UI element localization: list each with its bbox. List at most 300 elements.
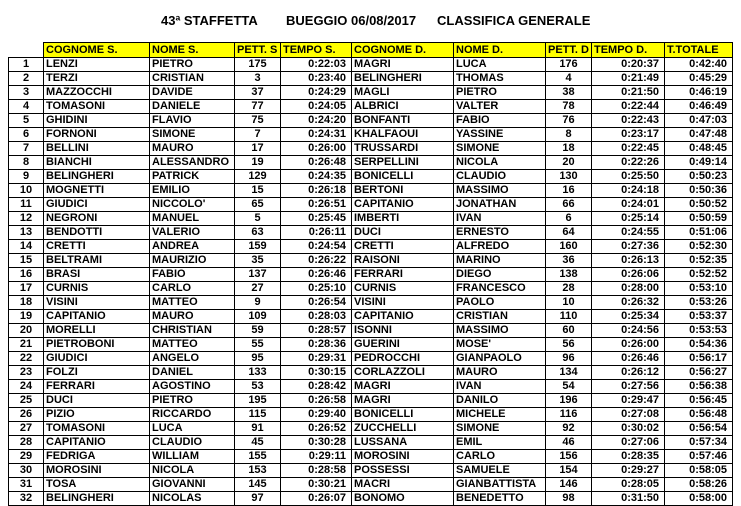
cell-name-d: MOSE' — [454, 338, 546, 352]
cell-name-s: ANDREA — [150, 240, 235, 254]
cell-surname-s: BELINGHERI — [44, 170, 150, 184]
cell-bib-d: 10 — [546, 296, 592, 310]
cell-time-s: 0:30:21 — [281, 478, 352, 492]
cell-name-s: NICCOLO' — [150, 198, 235, 212]
cell-rank: 6 — [9, 128, 44, 142]
cell-rank: 18 — [9, 296, 44, 310]
cell-rank: 25 — [9, 394, 44, 408]
cell-time-s: 0:26:00 — [281, 142, 352, 156]
cell-name-s: RICCARDO — [150, 408, 235, 422]
cell-bib-d: 98 — [546, 492, 592, 506]
cell-name-d: FRANCESCO — [454, 282, 546, 296]
cell-name-s: VALERIO — [150, 226, 235, 240]
cell-name-d: PAOLO — [454, 296, 546, 310]
cell-time-d: 0:26:06 — [592, 268, 665, 282]
cell-name-d: GIANBATTISTA — [454, 478, 546, 492]
table-row — [9, 142, 733, 156]
cell-name-d: JONATHAN — [454, 198, 546, 212]
cell-name-d: VALTER — [454, 100, 546, 114]
cell-time-d: 0:24:01 — [592, 198, 665, 212]
cell-total-time: 0:58:26 — [665, 478, 733, 492]
cell-bib-s: 195 — [235, 394, 281, 408]
cell-name-d: THOMAS — [454, 72, 546, 86]
cell-surname-s: MORELLI — [44, 324, 150, 338]
cell-time-s: 0:28:57 — [281, 324, 352, 338]
cell-rank: 5 — [9, 114, 44, 128]
cell-name-s: CHRISTIAN — [150, 324, 235, 338]
cell-name-s: FLAVIO — [150, 114, 235, 128]
cell-name-s: PATRICK — [150, 170, 235, 184]
cell-name-s: MAURO — [150, 310, 235, 324]
cell-name-s: CLAUDIO — [150, 436, 235, 450]
table-row — [9, 156, 733, 170]
cell-bib-s: 53 — [235, 380, 281, 394]
classification-title: CLASSIFICA GENERALE — [437, 13, 591, 28]
cell-total-time: 0:56:45 — [665, 394, 733, 408]
cell-name-d: ERNESTO — [454, 226, 546, 240]
cell-surname-d: BELINGHERI — [352, 72, 454, 86]
table-row — [9, 198, 733, 212]
cell-bib-s: 159 — [235, 240, 281, 254]
cell-time-s: 0:26:46 — [281, 268, 352, 282]
cell-bib-s: 45 — [235, 436, 281, 450]
cell-surname-d: IMBERTI — [352, 212, 454, 226]
cell-time-d: 0:28:35 — [592, 450, 665, 464]
cell-surname-s: DUCI — [44, 394, 150, 408]
cell-rank: 10 — [9, 184, 44, 198]
cell-time-s: 0:24:29 — [281, 86, 352, 100]
cell-surname-s: BELTRAMI — [44, 254, 150, 268]
cell-time-d: 0:25:14 — [592, 212, 665, 226]
cell-total-time: 0:58:05 — [665, 464, 733, 478]
cell-time-d: 0:20:37 — [592, 58, 665, 72]
cell-time-d: 0:29:27 — [592, 464, 665, 478]
cell-surname-s: FORNONI — [44, 128, 150, 142]
cell-name-d: DANILO — [454, 394, 546, 408]
cell-rank: 2 — [9, 72, 44, 86]
cell-total-time: 0:52:52 — [665, 268, 733, 282]
cell-bib-s: 137 — [235, 268, 281, 282]
cell-time-s: 0:30:28 — [281, 436, 352, 450]
cell-rank: 28 — [9, 436, 44, 450]
cell-name-s: MAURO — [150, 142, 235, 156]
cell-bib-s: 5 — [235, 212, 281, 226]
cell-time-d: 0:26:00 — [592, 338, 665, 352]
cell-bib-s: 129 — [235, 170, 281, 184]
column-header-total-time: T.TOTALE — [665, 43, 733, 58]
cell-surname-s: FEDRIGA — [44, 450, 150, 464]
cell-total-time: 0:50:23 — [665, 170, 733, 184]
cell-time-d: 0:26:32 — [592, 296, 665, 310]
cell-total-time: 0:49:14 — [665, 156, 733, 170]
cell-name-s: SIMONE — [150, 128, 235, 142]
table-row — [9, 240, 733, 254]
cell-total-time: 0:56:48 — [665, 408, 733, 422]
cell-time-s: 0:26:07 — [281, 492, 352, 506]
cell-time-d: 0:31:50 — [592, 492, 665, 506]
cell-bib-d: 146 — [546, 478, 592, 492]
cell-total-time: 0:45:29 — [665, 72, 733, 86]
table-row — [9, 464, 733, 478]
cell-rank: 4 — [9, 100, 44, 114]
cell-bib-d: 76 — [546, 114, 592, 128]
cell-surname-s: TERZI — [44, 72, 150, 86]
cell-rank: 21 — [9, 338, 44, 352]
cell-total-time: 0:52:35 — [665, 254, 733, 268]
cell-total-time: 0:53:37 — [665, 310, 733, 324]
cell-surname-d: BONICELLI — [352, 408, 454, 422]
cell-bib-d: 8 — [546, 128, 592, 142]
cell-rank: 15 — [9, 254, 44, 268]
cell-total-time: 0:54:36 — [665, 338, 733, 352]
table-row — [9, 450, 733, 464]
cell-total-time: 0:56:27 — [665, 366, 733, 380]
cell-name-d: MARINO — [454, 254, 546, 268]
table-row — [9, 128, 733, 142]
cell-surname-s: BELLINI — [44, 142, 150, 156]
cell-bib-s: 3 — [235, 72, 281, 86]
cell-bib-s: 91 — [235, 422, 281, 436]
cell-time-d: 0:28:05 — [592, 478, 665, 492]
table-row — [9, 352, 733, 366]
table-row — [9, 58, 733, 72]
cell-bib-s: 7 — [235, 128, 281, 142]
cell-name-s: WILLIAM — [150, 450, 235, 464]
cell-time-d: 0:29:47 — [592, 394, 665, 408]
cell-total-time: 0:42:40 — [665, 58, 733, 72]
cell-surname-s: BENDOTTI — [44, 226, 150, 240]
cell-time-s: 0:23:40 — [281, 72, 352, 86]
cell-bib-s: 109 — [235, 310, 281, 324]
table-row — [9, 324, 733, 338]
cell-bib-s: 175 — [235, 58, 281, 72]
cell-time-s: 0:26:48 — [281, 156, 352, 170]
table-row — [9, 338, 733, 352]
cell-bib-d: 54 — [546, 380, 592, 394]
cell-bib-d: 56 — [546, 338, 592, 352]
cell-name-d: MICHELE — [454, 408, 546, 422]
table-row — [9, 436, 733, 450]
cell-rank: 17 — [9, 282, 44, 296]
cell-time-s: 0:25:45 — [281, 212, 352, 226]
cell-rank: 8 — [9, 156, 44, 170]
table-row — [9, 226, 733, 240]
cell-bib-s: 95 — [235, 352, 281, 366]
table-row — [9, 478, 733, 492]
cell-name-s: PIETRO — [150, 58, 235, 72]
table-row — [9, 268, 733, 282]
cell-name-s: DANIELE — [150, 100, 235, 114]
cell-rank: 12 — [9, 212, 44, 226]
cell-time-s: 0:24:05 — [281, 100, 352, 114]
cell-total-time: 0:56:54 — [665, 422, 733, 436]
table-row — [9, 254, 733, 268]
cell-surname-s: CURNIS — [44, 282, 150, 296]
cell-bib-s: 97 — [235, 492, 281, 506]
cell-total-time: 0:57:46 — [665, 450, 733, 464]
column-header-time-s: TEMPO S. — [281, 43, 352, 58]
cell-time-d: 0:23:17 — [592, 128, 665, 142]
cell-surname-s: GIUDICI — [44, 352, 150, 366]
cell-surname-d: PEDROCCHI — [352, 352, 454, 366]
cell-bib-d: 154 — [546, 464, 592, 478]
cell-bib-s: 37 — [235, 86, 281, 100]
results-table — [8, 42, 733, 506]
cell-time-d: 0:25:50 — [592, 170, 665, 184]
cell-rank: 32 — [9, 492, 44, 506]
cell-name-d: BENEDETTO — [454, 492, 546, 506]
cell-total-time: 0:50:52 — [665, 198, 733, 212]
cell-surname-s: VISINI — [44, 296, 150, 310]
cell-surname-d: POSSESSI — [352, 464, 454, 478]
cell-surname-s: LENZI — [44, 58, 150, 72]
table-row — [9, 366, 733, 380]
cell-time-s: 0:29:31 — [281, 352, 352, 366]
cell-rank: 11 — [9, 198, 44, 212]
cell-bib-d: 134 — [546, 366, 592, 380]
cell-surname-d: MAGRI — [352, 58, 454, 72]
column-header-surname-d: COGNOME D. — [352, 43, 454, 58]
cell-surname-d: BONOMO — [352, 492, 454, 506]
cell-rank: 31 — [9, 478, 44, 492]
table-row — [9, 492, 733, 506]
cell-time-d: 0:22:44 — [592, 100, 665, 114]
cell-name-s: GIOVANNI — [150, 478, 235, 492]
cell-time-s: 0:26:11 — [281, 226, 352, 240]
cell-total-time: 0:47:48 — [665, 128, 733, 142]
cell-total-time: 0:51:06 — [665, 226, 733, 240]
cell-time-d: 0:22:26 — [592, 156, 665, 170]
column-header-bib-s: PETT. S — [235, 43, 281, 58]
cell-total-time: 0:58:00 — [665, 492, 733, 506]
cell-time-d: 0:27:08 — [592, 408, 665, 422]
cell-rank: 22 — [9, 352, 44, 366]
cell-rank: 20 — [9, 324, 44, 338]
cell-time-s: 0:26:18 — [281, 184, 352, 198]
cell-surname-d: ISONNI — [352, 324, 454, 338]
cell-surname-s: GIUDICI — [44, 198, 150, 212]
cell-surname-d: MAGLI — [352, 86, 454, 100]
cell-bib-d: 60 — [546, 324, 592, 338]
cell-name-d: PIETRO — [454, 86, 546, 100]
cell-name-s: MATTEO — [150, 296, 235, 310]
cell-name-d: LUCA — [454, 58, 546, 72]
cell-surname-s: MOGNETTI — [44, 184, 150, 198]
cell-surname-d: MAGRI — [352, 380, 454, 394]
column-header-surname-s: COGNOME S. — [44, 43, 150, 58]
cell-surname-s: BRASI — [44, 268, 150, 282]
cell-bib-s: 65 — [235, 198, 281, 212]
cell-surname-d: ALBRICI — [352, 100, 454, 114]
column-header-name-d: NOME D. — [454, 43, 546, 58]
cell-bib-d: 92 — [546, 422, 592, 436]
table-row — [9, 114, 733, 128]
cell-time-s: 0:24:31 — [281, 128, 352, 142]
cell-bib-d: 196 — [546, 394, 592, 408]
cell-bib-d: 38 — [546, 86, 592, 100]
table-row — [9, 422, 733, 436]
cell-name-s: MANUEL — [150, 212, 235, 226]
cell-bib-d: 20 — [546, 156, 592, 170]
cell-time-s: 0:28:36 — [281, 338, 352, 352]
venue-date: BUEGGIO 06/08/2017 — [286, 13, 417, 28]
cell-total-time: 0:53:10 — [665, 282, 733, 296]
cell-surname-s: BIANCHI — [44, 156, 150, 170]
cell-surname-d: CORLAZZOLI — [352, 366, 454, 380]
cell-name-d: NICOLA — [454, 156, 546, 170]
table-row — [9, 72, 733, 86]
cell-rank: 16 — [9, 268, 44, 282]
cell-name-d: MAURO — [454, 366, 546, 380]
table-row — [9, 170, 733, 184]
cell-surname-d: LUSSANA — [352, 436, 454, 450]
cell-time-d: 0:24:18 — [592, 184, 665, 198]
cell-bib-d: 16 — [546, 184, 592, 198]
cell-bib-s: 27 — [235, 282, 281, 296]
cell-time-d: 0:26:46 — [592, 352, 665, 366]
cell-bib-d: 116 — [546, 408, 592, 422]
cell-time-s: 0:26:51 — [281, 198, 352, 212]
cell-bib-d: 138 — [546, 268, 592, 282]
cell-total-time: 0:53:53 — [665, 324, 733, 338]
cell-time-d: 0:26:12 — [592, 366, 665, 380]
cell-bib-d: 28 — [546, 282, 592, 296]
cell-bib-s: 77 — [235, 100, 281, 114]
cell-name-d: SIMONE — [454, 422, 546, 436]
cell-name-s: DANIEL — [150, 366, 235, 380]
cell-surname-d: MOROSINI — [352, 450, 454, 464]
column-header-rank — [9, 43, 44, 58]
cell-time-s: 0:26:22 — [281, 254, 352, 268]
cell-name-d: CLAUDIO — [454, 170, 546, 184]
cell-bib-s: 35 — [235, 254, 281, 268]
cell-surname-d: VISINI — [352, 296, 454, 310]
cell-surname-d: FERRARI — [352, 268, 454, 282]
cell-rank: 1 — [9, 58, 44, 72]
edition-title: 43ª STAFFETTA — [161, 13, 258, 28]
cell-surname-d: CAPITANIO — [352, 198, 454, 212]
cell-name-s: NICOLA — [150, 464, 235, 478]
cell-bib-d: 66 — [546, 198, 592, 212]
cell-time-d: 0:21:50 — [592, 86, 665, 100]
cell-surname-s: FOLZI — [44, 366, 150, 380]
cell-name-d: CARLO — [454, 450, 546, 464]
cell-surname-s: CRETTI — [44, 240, 150, 254]
cell-bib-s: 63 — [235, 226, 281, 240]
cell-surname-d: ZUCCHELLI — [352, 422, 454, 436]
column-header-time-d: TEMPO D. — [592, 43, 665, 58]
cell-bib-d: 64 — [546, 226, 592, 240]
column-header-bib-d: PETT. D — [546, 43, 592, 58]
cell-name-d: ALFREDO — [454, 240, 546, 254]
cell-surname-d: MACRI — [352, 478, 454, 492]
cell-time-d: 0:22:45 — [592, 142, 665, 156]
cell-time-s: 0:22:03 — [281, 58, 352, 72]
cell-bib-s: 133 — [235, 366, 281, 380]
table-row — [9, 184, 733, 198]
cell-bib-d: 78 — [546, 100, 592, 114]
table-row — [9, 380, 733, 394]
cell-name-d: FABIO — [454, 114, 546, 128]
cell-total-time: 0:56:17 — [665, 352, 733, 366]
cell-bib-s: 145 — [235, 478, 281, 492]
cell-total-time: 0:56:38 — [665, 380, 733, 394]
cell-surname-d: MAGRI — [352, 394, 454, 408]
cell-surname-s: CAPITANIO — [44, 436, 150, 450]
cell-surname-d: RAISONI — [352, 254, 454, 268]
cell-surname-d: CAPITANIO — [352, 310, 454, 324]
cell-time-s: 0:28:42 — [281, 380, 352, 394]
cell-surname-d: BONICELLI — [352, 170, 454, 184]
cell-rank: 26 — [9, 408, 44, 422]
cell-time-s: 0:29:40 — [281, 408, 352, 422]
cell-bib-s: 155 — [235, 450, 281, 464]
cell-bib-d: 160 — [546, 240, 592, 254]
cell-rank: 3 — [9, 86, 44, 100]
cell-surname-d: SERPELLINI — [352, 156, 454, 170]
cell-bib-s: 19 — [235, 156, 281, 170]
cell-rank: 30 — [9, 464, 44, 478]
cell-rank: 24 — [9, 380, 44, 394]
cell-time-s: 0:28:03 — [281, 310, 352, 324]
column-header-name-s: NOME S. — [150, 43, 235, 58]
cell-bib-s: 115 — [235, 408, 281, 422]
cell-surname-s: PIETROBONI — [44, 338, 150, 352]
report-header — [0, 10, 741, 32]
cell-name-s: MATTEO — [150, 338, 235, 352]
cell-time-d: 0:25:34 — [592, 310, 665, 324]
cell-total-time: 0:50:59 — [665, 212, 733, 226]
cell-time-s: 0:25:10 — [281, 282, 352, 296]
cell-bib-d: 36 — [546, 254, 592, 268]
cell-name-s: EMILIO — [150, 184, 235, 198]
cell-time-d: 0:22:43 — [592, 114, 665, 128]
table-row — [9, 408, 733, 422]
cell-name-s: LUCA — [150, 422, 235, 436]
cell-bib-s: 17 — [235, 142, 281, 156]
cell-bib-s: 15 — [235, 184, 281, 198]
cell-time-d: 0:28:00 — [592, 282, 665, 296]
cell-time-d: 0:24:55 — [592, 226, 665, 240]
cell-total-time: 0:50:36 — [665, 184, 733, 198]
cell-surname-s: GHIDINI — [44, 114, 150, 128]
cell-surname-s: NEGRONI — [44, 212, 150, 226]
cell-time-s: 0:26:58 — [281, 394, 352, 408]
cell-surname-d: BONFANTI — [352, 114, 454, 128]
cell-surname-s: BELINGHERI — [44, 492, 150, 506]
table-row — [9, 212, 733, 226]
cell-time-s: 0:24:54 — [281, 240, 352, 254]
cell-rank: 7 — [9, 142, 44, 156]
table-row — [9, 282, 733, 296]
cell-name-d: SIMONE — [454, 142, 546, 156]
cell-bib-s: 9 — [235, 296, 281, 310]
cell-name-s: CARLO — [150, 282, 235, 296]
cell-time-s: 0:26:52 — [281, 422, 352, 436]
cell-surname-s: TOMASONI — [44, 100, 150, 114]
cell-bib-d: 130 — [546, 170, 592, 184]
cell-name-d: IVAN — [454, 212, 546, 226]
table-row — [9, 100, 733, 114]
cell-bib-d: 96 — [546, 352, 592, 366]
cell-total-time: 0:47:03 — [665, 114, 733, 128]
cell-name-s: CRISTIAN — [150, 72, 235, 86]
cell-surname-s: MAZZOCCHI — [44, 86, 150, 100]
table-row — [9, 86, 733, 100]
cell-surname-s: TOSA — [44, 478, 150, 492]
cell-name-d: EMIL — [454, 436, 546, 450]
cell-rank: 23 — [9, 366, 44, 380]
